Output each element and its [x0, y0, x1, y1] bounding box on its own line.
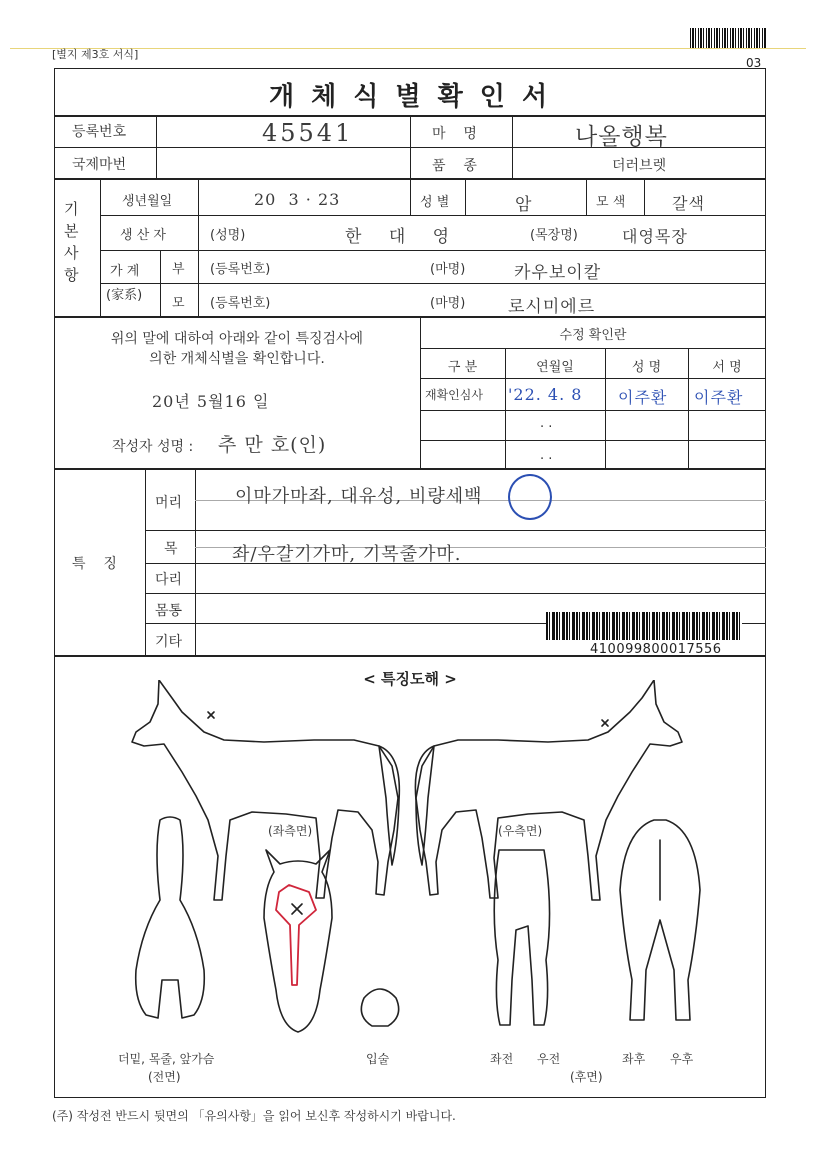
right-side-label: (우측면)	[498, 824, 543, 838]
hind-left-label: 좌후	[622, 1052, 646, 1066]
amend-row-sign: 이주환	[694, 388, 744, 407]
dob-value: 20 3 · 23	[254, 190, 341, 209]
horse-name-value: 나올행복	[575, 124, 668, 150]
sex-value: 암	[515, 195, 533, 215]
diagram-title: < 특징도해 >	[363, 670, 457, 688]
lips-view	[361, 989, 398, 1026]
top-barcode	[690, 28, 766, 48]
dam-label: 모	[172, 296, 185, 311]
amend-title: 수정 확인란	[559, 328, 627, 343]
head-value: 이마가마좌, 대유성, 비량세백	[235, 486, 483, 507]
rear-label: (후면)	[570, 1070, 603, 1084]
writer-label: 작성자 성명 :	[112, 439, 194, 455]
dob-label: 생년월일	[122, 194, 173, 209]
front-caption: 더밑, 목줄, 앞가슴	[118, 1052, 215, 1066]
amend-header-sign: 서 명	[712, 360, 742, 375]
neck-label: 목	[164, 541, 178, 557]
statement-line1: 위의 말에 대하여 아래와 같이 특징검사에	[110, 331, 364, 347]
lineage-label: 가 계	[110, 264, 140, 279]
amend-header-name: 성 명	[631, 360, 662, 375]
sex-label: 성 별	[420, 195, 450, 210]
head-label: 머리	[155, 495, 183, 511]
hind-legs-view	[620, 820, 700, 1020]
producer-label: 생 산 자	[120, 228, 166, 243]
horse-diagram	[54, 680, 766, 1080]
sire-name-label: (마명)	[430, 262, 466, 277]
basic-section-label: 기 본 사 항	[64, 200, 79, 284]
amend-row2-date: . .	[540, 416, 553, 431]
color-label: 모 색	[596, 195, 626, 210]
amend-row-name: 이주환	[618, 388, 668, 407]
front-left-label: 좌전	[490, 1052, 514, 1066]
sire-reg-label: (등록번호)	[210, 262, 271, 277]
producer-name-label: (성명)	[210, 228, 246, 243]
features-section-label: 특 징	[72, 556, 117, 572]
reg-no-value: 45541	[262, 119, 354, 147]
reg-no-label: 등록번호	[72, 124, 127, 140]
form-title: 개 체 식 별 확 인 서	[268, 82, 552, 112]
left-side-label: (좌측면)	[268, 824, 313, 838]
sire-label: 부	[172, 262, 185, 277]
farm-value: 대영목장	[622, 227, 688, 246]
front-legs-view	[494, 850, 549, 1025]
right-side-horse	[415, 680, 682, 900]
statement-line2: 의한 개체식별을 확인합니다.	[149, 351, 325, 367]
footer-note: (주) 작성전 반드시 뒷면의 「유의사항」을 읽어 보신후 작성하시기 바랍니다.	[52, 1109, 456, 1123]
page-number: 03	[746, 56, 762, 70]
breed-value: 더러브렛	[612, 158, 667, 174]
neck-value: 좌/우갈기가마, 기목줄가마.	[232, 544, 462, 565]
farm-label: (목장명)	[530, 228, 578, 243]
dam-reg-label: (등록번호)	[210, 296, 271, 311]
amend-row-type: 재확인심사	[425, 388, 483, 402]
front-chest-view	[136, 817, 205, 1018]
amend-row3-date: . .	[540, 448, 553, 463]
form-number: [별지 제3호 서식]	[52, 48, 139, 61]
other-label: 기타	[155, 634, 183, 650]
horse-name-label: 마 명	[432, 126, 477, 142]
front-label: (전면)	[148, 1070, 181, 1084]
barcode-number: 410099800017556	[590, 642, 722, 657]
producer-name-value: 한 대 영	[345, 227, 451, 247]
amend-header-type: 구 분	[447, 360, 478, 375]
amend-header-date: 연월일	[536, 360, 574, 375]
color-value: 갈색	[672, 194, 705, 213]
dam-name-value: 로시미에르	[508, 297, 596, 317]
left-side-horse	[132, 680, 399, 900]
body-label: 몸통	[155, 603, 183, 619]
intl-no-label: 국제마번	[72, 157, 127, 173]
dam-name-label: (마명)	[430, 296, 466, 311]
writer-value: 추 만 호(인)	[218, 434, 327, 456]
front-right-label: 우전	[537, 1052, 561, 1066]
amend-row-date: '22. 4. 8	[508, 385, 583, 404]
feature-barcode	[546, 612, 742, 640]
breed-label: 품 종	[432, 158, 477, 174]
hind-right-label: 우후	[670, 1052, 694, 1066]
confirmation-date: 20년 5월16 일	[152, 392, 270, 411]
lineage-hanja: (家系)	[106, 288, 143, 303]
lips-label: 입술	[366, 1052, 390, 1066]
sire-name-value: 카우보이칼	[514, 263, 602, 283]
stamp-scribble	[508, 474, 552, 520]
legs-label: 다리	[155, 572, 183, 588]
